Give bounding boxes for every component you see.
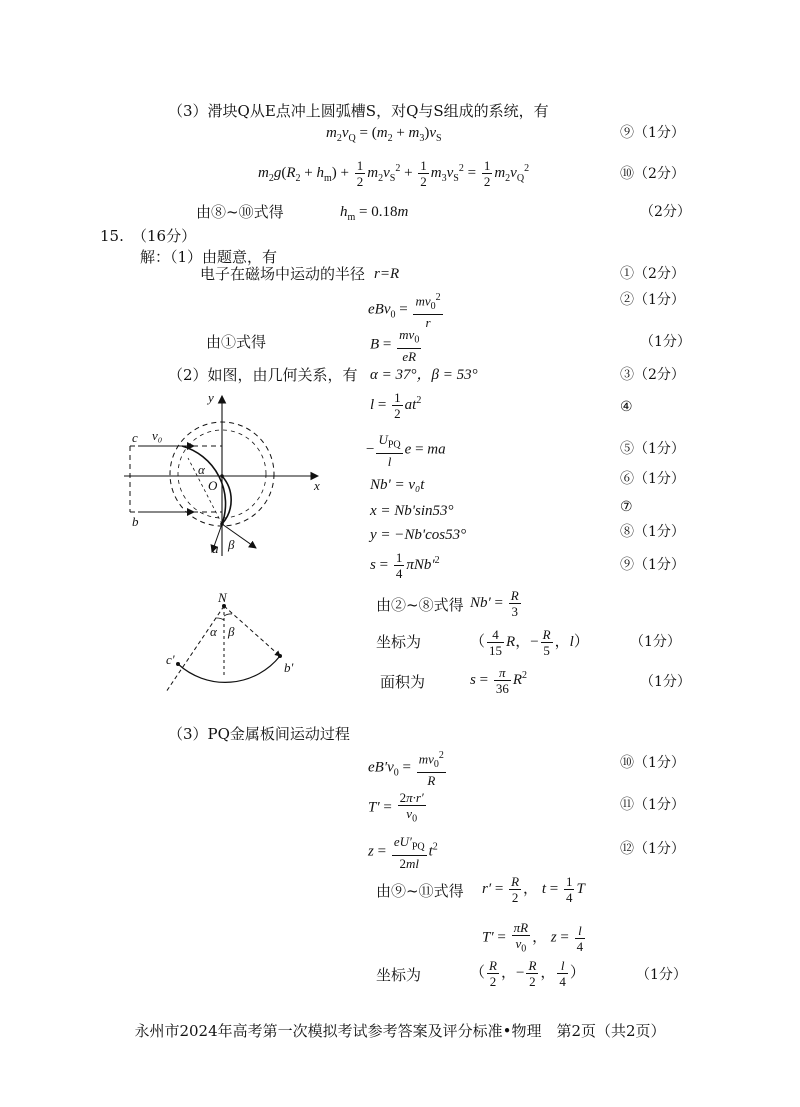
question-points: （16分） — [132, 227, 197, 245]
res3-line2: T′ = $\frac{\pi R}{v_0}$ ， z = $\frac{l}{4}$ — [482, 920, 584, 955]
equation-2: eBv$_0$ = $\frac{mv_0^2}{r}$ — [368, 292, 441, 330]
label-b: b — [132, 514, 139, 529]
label-b-prime: b' — [284, 660, 294, 675]
equation-5: − $\frac{U_{PQ}}{l}$ e = ma — [366, 432, 446, 469]
equation-11: T′ = $\frac{2\pi\cdot r'}{v_0}$ — [368, 790, 424, 825]
coord2-value: （ $\frac{R}{2}$ ，− $\frac{R}{2}$ ， $\frac{l}{4}$ ） — [470, 958, 585, 989]
part3-header: （3）滑块Q从E点冲上圆弧槽S，对Q与S组成的系统，有 — [168, 102, 549, 120]
x-axis-label: x — [314, 478, 320, 493]
score-2: ②（1分） — [620, 292, 685, 308]
equation-7: x = Nb'sin53° — [370, 503, 454, 519]
equation-10: $m_2g(R_2 + h_m)$ + $\frac{1}{2}$ $m_2v_S^2$ + $\frac{1}{2}$ $m_3v_S^2$ = $\frac{1}{2}$ $m_2v_Q^2$ — [258, 158, 530, 189]
part2-label: （2）如图，由几何关系，有 — [168, 366, 358, 384]
res3-line1: r′ = $\frac{R}{2}$ ， t = $\frac{1}{4}$ T — [482, 874, 585, 905]
alpha-beta-eq: α = 37°，β = 53° — [370, 367, 478, 383]
score-hm: （2分） — [640, 204, 691, 220]
ray-a-label: a — [212, 541, 219, 556]
equation-10b: $eB'v_0$ = $\frac{mv_0^2}{R}$ — [368, 750, 444, 788]
eqB-label: 由①式得 — [206, 333, 267, 351]
score-7: ⑦ — [620, 499, 633, 515]
score-11: ⑪（1分） — [620, 797, 685, 813]
radius-line: 电子在磁场中运动的半径 — [200, 265, 366, 283]
score-3: ③（2分） — [620, 367, 685, 383]
radius-eq: r=R — [374, 266, 400, 282]
part3b-label: （3）PQ金属板间运动过程 — [168, 725, 350, 743]
origin-label: O — [208, 478, 218, 493]
equation-B: B = $\frac{mv_0}{eR}$ — [370, 327, 420, 364]
sector-beta: β — [228, 624, 235, 639]
equation-9b: s = $\frac{1}{4}$ $\pi Nb'^2$ — [370, 550, 440, 581]
result-hm: $h_m = 0.18m$ — [340, 204, 409, 223]
figure-sector — [160, 592, 320, 702]
beta-label: β — [228, 537, 235, 552]
sector-arc — [178, 656, 280, 682]
score-5: ⑤（1分） — [620, 441, 685, 457]
equation-4: l = $\frac{1}{2}$ $at^2$ — [370, 390, 422, 421]
score-coord2: （1分） — [636, 967, 687, 983]
score-8: ⑧（1分） — [620, 524, 685, 540]
res3-label: 由⑨~⑪式得 — [376, 882, 464, 900]
solution-part1-label: 解：（1）由题意，有 — [140, 248, 278, 266]
nb-label: 由②~⑧式得 — [376, 596, 464, 614]
equation-12: z = $\frac{eU'_{PQ}}{2ml}$ $t^2$ — [368, 834, 438, 871]
y-axis-label: y — [208, 390, 214, 405]
equation-6: Nb' = v₀t — [370, 477, 425, 493]
score-10: ⑩（2分） — [620, 166, 685, 182]
equation-8: y = −Nb'cos53° — [370, 527, 467, 543]
score-B: （1分） — [640, 334, 691, 350]
label-c-prime: c' — [166, 652, 175, 667]
equation-9: $m_2v_Q = (m_2 + m_3)v_S$ — [326, 125, 442, 144]
score-area: （1分） — [640, 674, 691, 690]
score-4: ④ — [620, 399, 633, 415]
score-coord1: （1分） — [630, 634, 681, 650]
nb-result: Nb′ = $\frac{R}{3}$ — [470, 588, 519, 619]
coord1-label: 坐标为 — [376, 633, 422, 651]
score-12: ⑫（1分） — [620, 841, 685, 857]
coord2-label: 坐标为 — [376, 966, 422, 984]
score-9: ⑨（1分） — [620, 125, 685, 141]
radius-c — [166, 606, 224, 692]
alpha-label: α — [198, 462, 205, 477]
page-footer: 永州市2024年高考第一次模拟考试参考答案及评分标准•物理 第2页（共2页） — [134, 1022, 666, 1040]
figure-magnetic-field — [118, 388, 338, 560]
label-v0: v₀ — [152, 428, 163, 443]
area-label: 面积为 — [380, 673, 426, 691]
area-value: s = $\frac{\pi}{36}$ $R^2$ — [470, 665, 527, 696]
coord1-value: （ $\frac{4}{15}$ R，− $\frac{R}{5}$ ，l） — [470, 627, 589, 658]
score-1: ①（2分） — [620, 266, 685, 282]
score-9b: ⑨（1分） — [620, 557, 685, 573]
result-hm-label: 由⑧~⑩式得 — [196, 203, 284, 221]
question-number: 15. — [100, 227, 124, 245]
score-6: ⑥（1分） — [620, 471, 685, 487]
sector-alpha: α — [210, 624, 217, 639]
label-N: N — [218, 592, 227, 605]
score-10b: ⑩（1分） — [620, 755, 685, 771]
label-c: c — [132, 430, 138, 445]
